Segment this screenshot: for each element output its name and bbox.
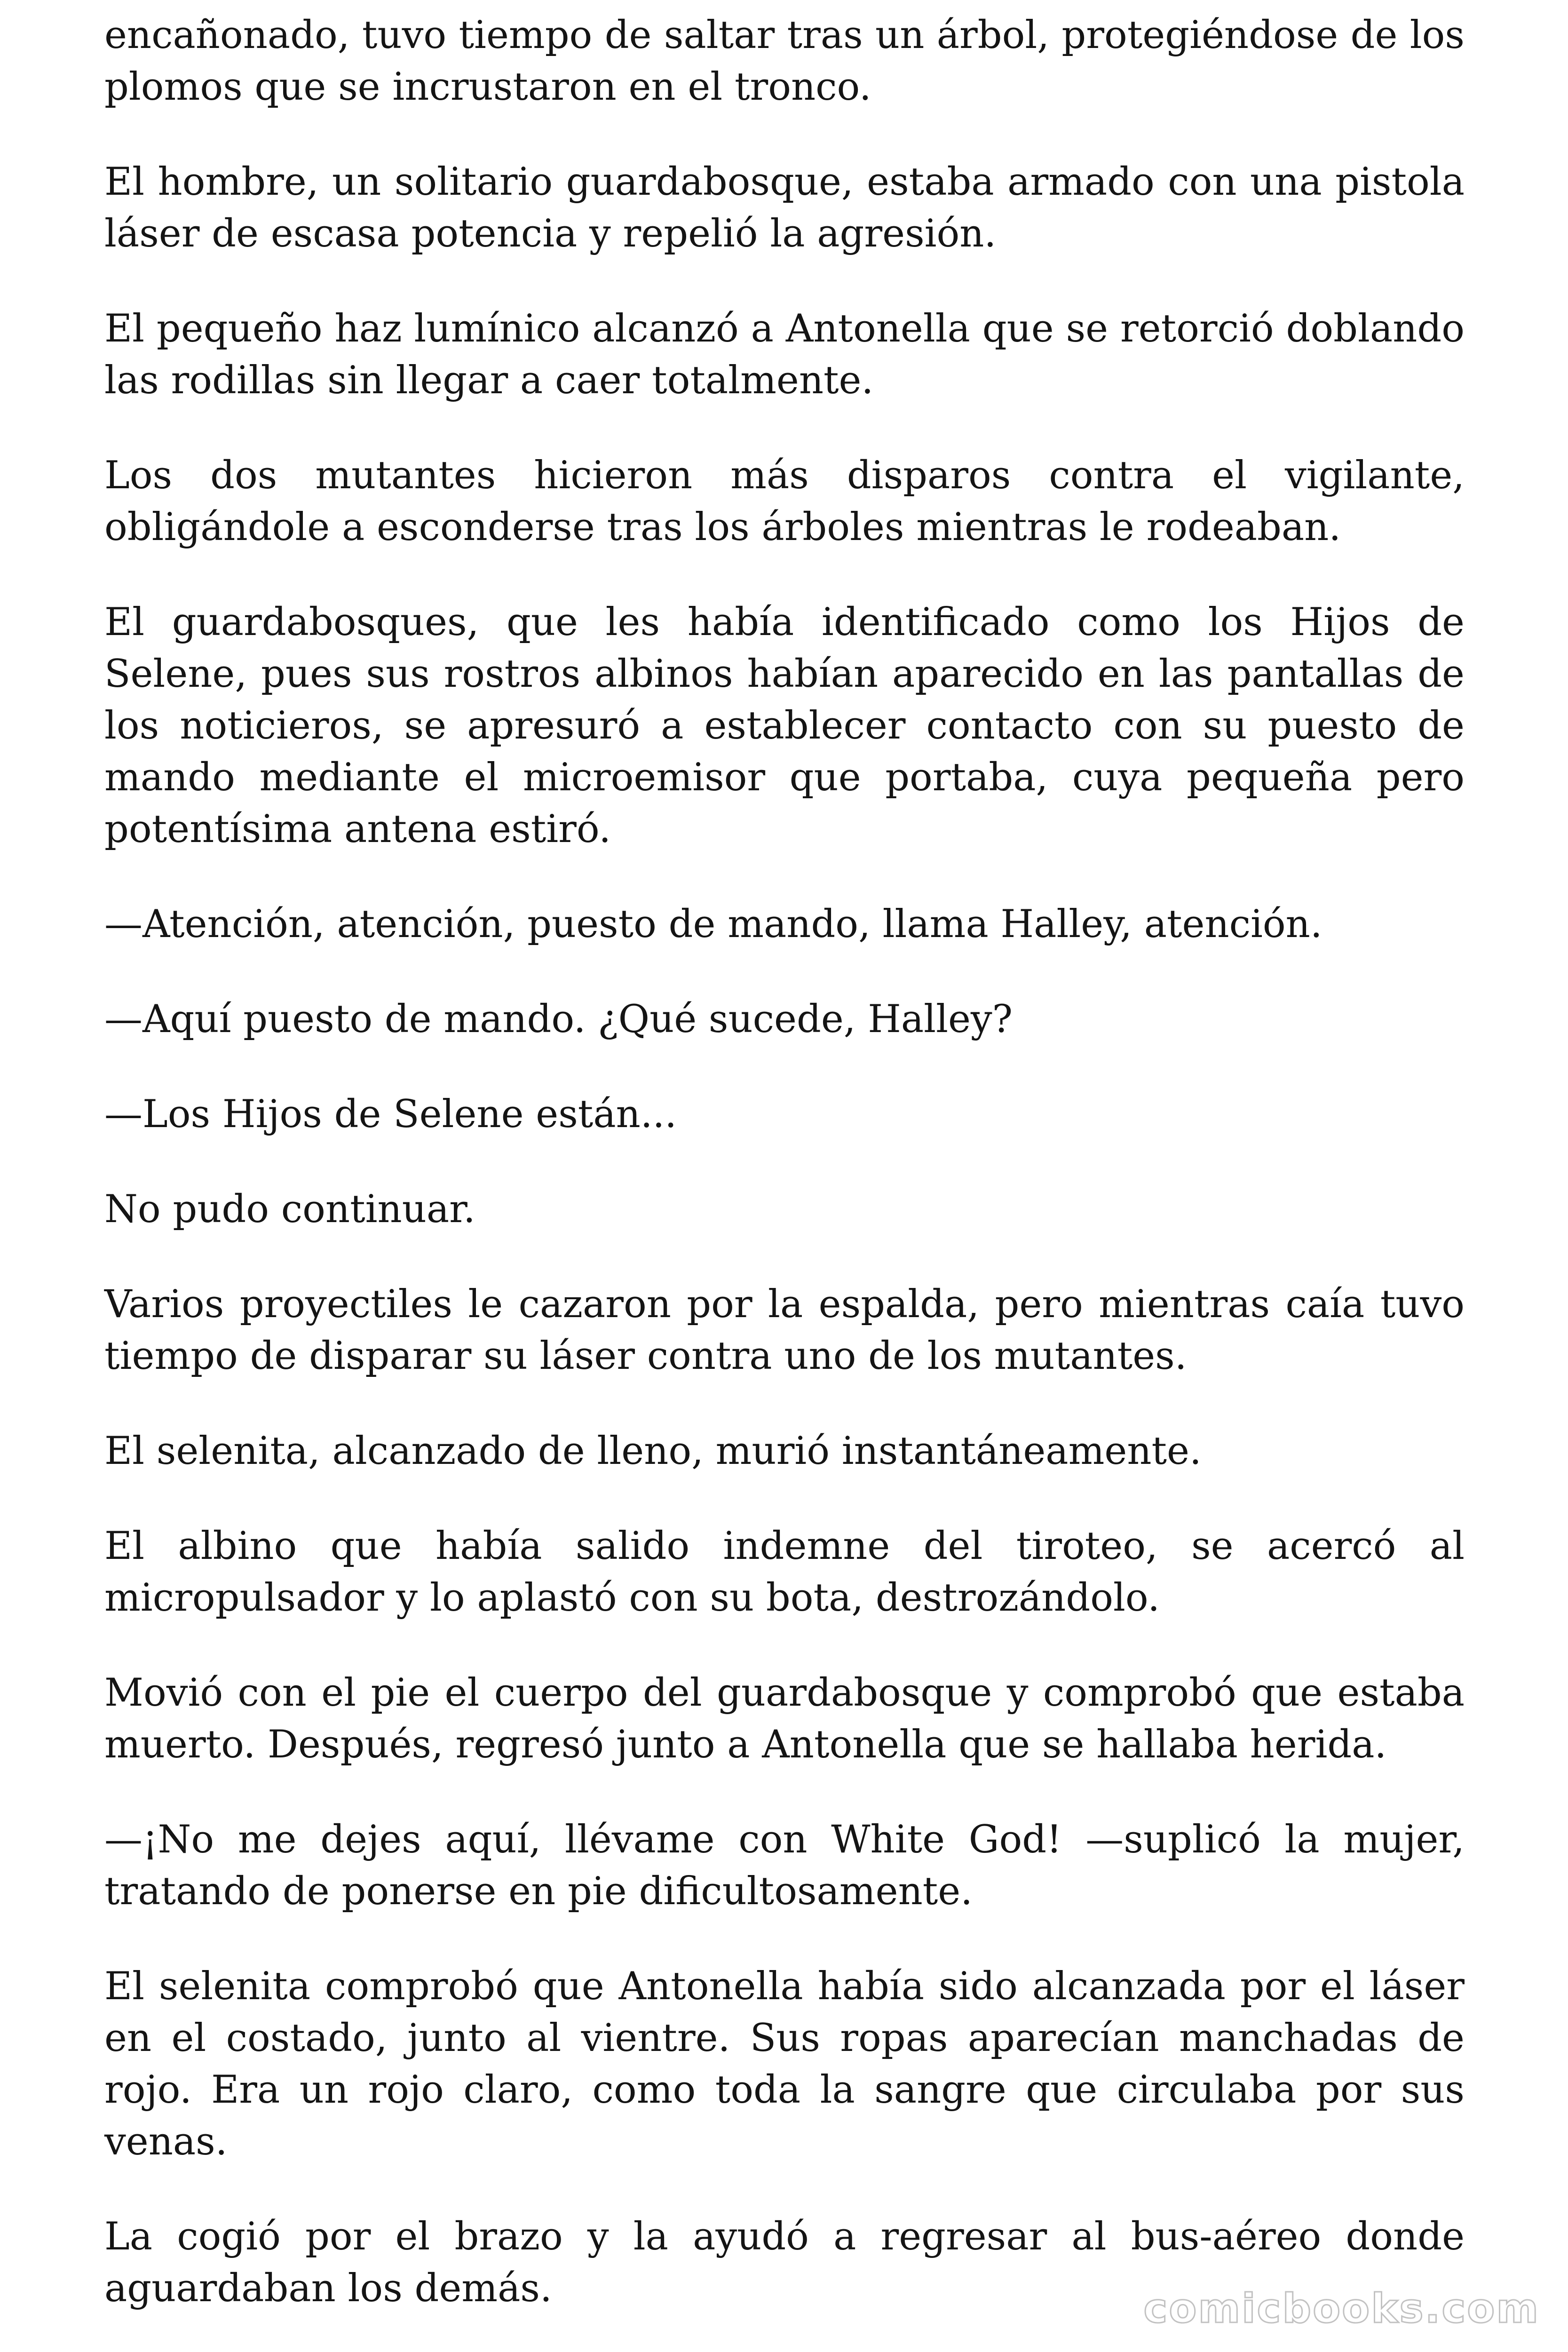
paragraph: El selenita, alcanzado de lleno, murió instantáneamente.	[104, 1429, 1202, 1473]
dialogue-line: —Los Hijos de Selene están...	[104, 1092, 677, 1136]
paragraph: Movió con el pie el cuerpo del guardabosque y comprobó que estaba muerto. Después, regresó junto a Antonella que se hallaba herida.	[104, 1671, 1465, 1767]
paragraph: Varios proyectiles le cazaron por la espalda, pero mientras caía tuvo tiempo de disparar su láser contra uno de los mutantes.	[104, 1282, 1465, 1378]
paragraph: La cogió por el brazo y la ayudó a regresar al bus-aéreo donde aguardaban los demás.	[104, 2215, 1465, 2311]
page-body	[104, 9, 1465, 2314]
watermark: comicbooks.com	[1143, 2285, 1540, 2332]
dialogue-line: —¡No me dejes aquí, llévame con White God! —suplicó la mujer, tratando de ponerse en pie dificultosamente.	[104, 1818, 1465, 1914]
paragraph: El pequeño haz lumínico alcanzó a Antonella que se retorció doblando las rodillas sin llegar a caer totalmente.	[104, 307, 1465, 403]
paragraph: No pudo continuar.	[104, 1187, 475, 1232]
paragraph: Los dos mutantes hicieron más disparos contra el vigilante, obligándole a esconderse tras los árboles mientras le rodeaban.	[104, 453, 1465, 549]
paragraph: El hombre, un solitario guardabosque, estaba armado con una pistola láser de escasa potencia y repelió la agresión.	[104, 160, 1465, 256]
paragraph: El albino que había salido indemne del tiroteo, se acercó al micropulsador y lo aplastó con su bota, destrozándolo.	[104, 1524, 1465, 1620]
dialogue-line: —Atención, atención, puesto de mando, llama Halley, atención.	[104, 902, 1323, 946]
paragraph: El guardabosques, que les había identificado como los Hijos de Selene, pues sus rostros albinos habían aparecido en las pantallas de los noticieros, se apresuró a establecer contacto con su puesto de mando mediante el microemisor que portaba, cuya pequeña pero potentísima antena estiró.	[104, 600, 1465, 851]
paragraph: El selenita comprobó que Antonella había sido alcanzada por el láser en el costado, junto al vientre. Sus ropas aparecían manchadas de rojo. Era un rojo claro, como toda la sangre que circulaba por sus venas.	[104, 1964, 1465, 2164]
paragraph: encañonado, tuvo tiempo de saltar tras un árbol, protegiéndose de los plomos que se incrustaron en el tronco.	[104, 13, 1465, 109]
dialogue-line: —Aquí puesto de mando. ¿Qué sucede, Halley?	[104, 997, 1013, 1041]
